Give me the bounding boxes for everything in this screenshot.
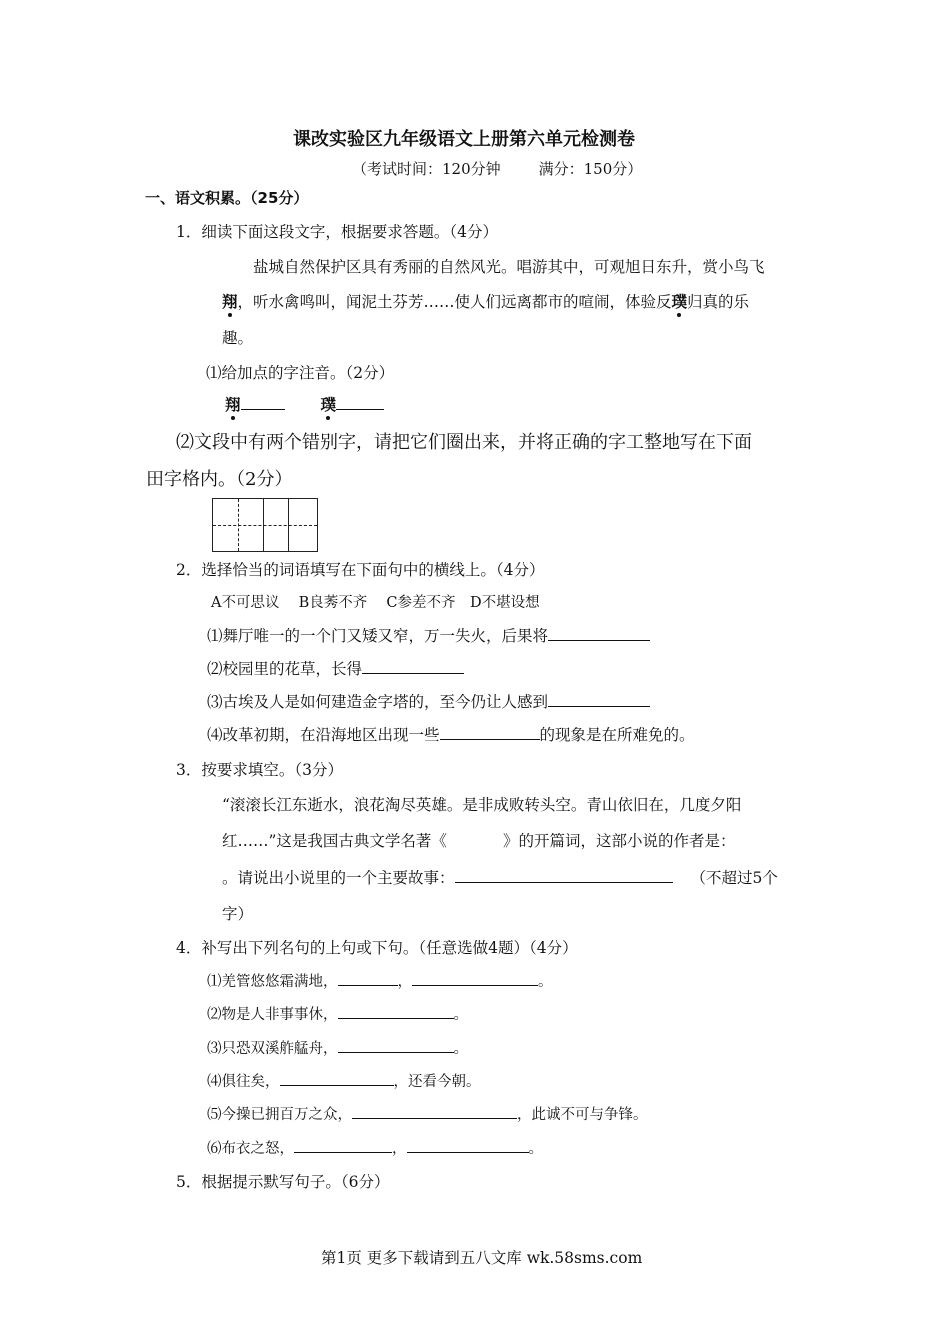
q2-blank[interactable] — [440, 724, 540, 740]
q3-line2-text-end: 》的开篇词，这部小说的作者是： — [502, 832, 736, 850]
q2-item-text: ⑷改革初期，在沿海地区出现一些 — [207, 726, 440, 744]
q4-item-text: ⑷俱往矣， — [207, 1074, 280, 1090]
exam-score: 满分：150分） — [538, 160, 643, 178]
pinyin-answer-row — [225, 393, 384, 415]
q2-blank[interactable] — [362, 658, 464, 674]
section-heading: 一、语文积累。（25分） — [145, 189, 309, 207]
q2-item-text: ⑵校园里的花草，长得 — [207, 660, 363, 678]
q2-item — [207, 657, 464, 679]
q4-comma: ， — [392, 1141, 407, 1157]
q2-item-text-end: 的现象是在所难免的。 — [539, 726, 695, 744]
q4-blank[interactable] — [280, 1070, 394, 1086]
exam-info — [352, 158, 642, 179]
q4-item — [207, 1137, 543, 1158]
q5-prompt: 5．根据提示默写句子。（6分） — [176, 1173, 390, 1191]
q3-line2 — [222, 829, 735, 851]
q2-options: A不可思议 B良莠不齐 C参差不齐 D不堪设想 — [211, 595, 540, 611]
q2-blank[interactable] — [548, 625, 650, 641]
q3-line1: “滚滚长江东逝水，浪花淘尽英雄。是非成败转头空。青山依旧在，几度夕阳 — [222, 796, 742, 814]
passage-text-end: 归真的乐 — [687, 293, 750, 311]
q4-period: 。 — [453, 1041, 468, 1057]
q4-item-text-end: ，此诚不可与争锋。 — [517, 1107, 648, 1123]
q4-period: 。 — [453, 1007, 468, 1023]
tianzige-grid[interactable] — [212, 498, 318, 552]
q4-item-text: ⑵物是人非事事休， — [207, 1007, 338, 1023]
q4-blank[interactable] — [412, 970, 538, 986]
q4-item-text: ⑴羌管悠悠霜满地， — [207, 974, 338, 990]
answer-char-pu: 璞 — [321, 393, 337, 415]
q4-period: 。 — [528, 1141, 543, 1157]
q4-blank[interactable] — [338, 970, 398, 986]
dotted-char-xiang: 翔 — [222, 290, 238, 312]
q4-item — [207, 1003, 468, 1024]
q2-item — [207, 690, 650, 712]
q4-comma: ， — [397, 974, 412, 990]
passage-text: ，听水禽鸣叫，闻泥土芬芳……使人们远离都市的喧闹，体验反 — [237, 293, 672, 311]
q4-item — [207, 970, 553, 991]
q1-sub1: ⑴给加点的字注音。（2分） — [206, 364, 395, 382]
q1-passage-line3: 趣。 — [222, 329, 254, 347]
q4-item-text: ⑸今操已拥百万之众， — [207, 1107, 352, 1123]
answer-char-xiang: 翔 — [225, 393, 241, 415]
q1-passage-line1: 盐城自然保护区具有秀丽的自然风光。唱游其中，可观旭日东升，赏小鸟飞 — [253, 258, 765, 276]
q2-item-text: ⑶古埃及人是如何建造金字塔的，至今仍让人感到 — [207, 693, 549, 711]
q1-prompt: 1．细读下面这段文字，根据要求答题。（4分） — [176, 223, 498, 241]
q3-prompt: 3．按要求填空。（3分） — [176, 761, 343, 779]
q4-item — [207, 1070, 481, 1091]
q2-prompt: 2．选择恰当的词语填写在下面句中的横线上。（4分） — [176, 561, 545, 579]
q4-item-text-end: ，还看今朝。 — [393, 1074, 481, 1090]
page-title: 课改实验区九年级语文上册第六单元检测卷 — [293, 129, 635, 150]
q4-blank[interactable] — [352, 1103, 517, 1119]
q3-line2-text: 红……”这是我国古典文学名著《 — [222, 832, 447, 850]
q4-item-text: ⑶只恐双溪舴艋舟， — [207, 1041, 338, 1057]
answer-blank-pu[interactable] — [336, 394, 384, 410]
q1-sub2-line1: ⑵文段中有两个错别字，请把它们圈出来，并将正确的字工整地写在下面 — [176, 432, 752, 453]
q4-blank[interactable] — [338, 1037, 454, 1053]
q4-prompt: 4．补写出下列名句的上句或下句。（任意选做4题）（4分） — [176, 939, 578, 957]
q3-line4: 字） — [222, 905, 254, 923]
q1-passage-line2 — [222, 290, 749, 312]
q4-item — [207, 1103, 648, 1124]
q4-blank[interactable] — [407, 1137, 529, 1153]
story-blank[interactable] — [455, 867, 673, 883]
grid-guide — [213, 525, 317, 526]
q2-item-text: ⑴舞厅唯一的一个门又矮又窄，万一失火，后果将 — [207, 627, 549, 645]
page-footer: 第1页 更多下载请到五八文库 wk.58sms.com — [321, 1249, 643, 1267]
q3-line3-text-end: （不超过5个 — [690, 869, 778, 887]
q2-item — [207, 624, 650, 646]
q3-line3 — [222, 866, 778, 888]
q1-sub2-line2: 田字格内。（2分） — [146, 469, 293, 490]
q3-line3-text: 。请说出小说里的一个主要故事： — [222, 869, 455, 887]
answer-blank-xiang[interactable] — [241, 394, 285, 410]
exam-time: （考试时间：120分钟 — [352, 160, 501, 178]
q4-item-text: ⑹布衣之怒， — [207, 1141, 294, 1157]
q4-blank[interactable] — [338, 1003, 454, 1019]
q4-period: 。 — [538, 974, 553, 990]
q2-blank[interactable] — [548, 691, 650, 707]
q4-blank[interactable] — [294, 1137, 392, 1153]
dotted-char-pu: 璞 — [672, 290, 688, 312]
q4-item — [207, 1037, 468, 1058]
q2-item — [207, 723, 695, 745]
